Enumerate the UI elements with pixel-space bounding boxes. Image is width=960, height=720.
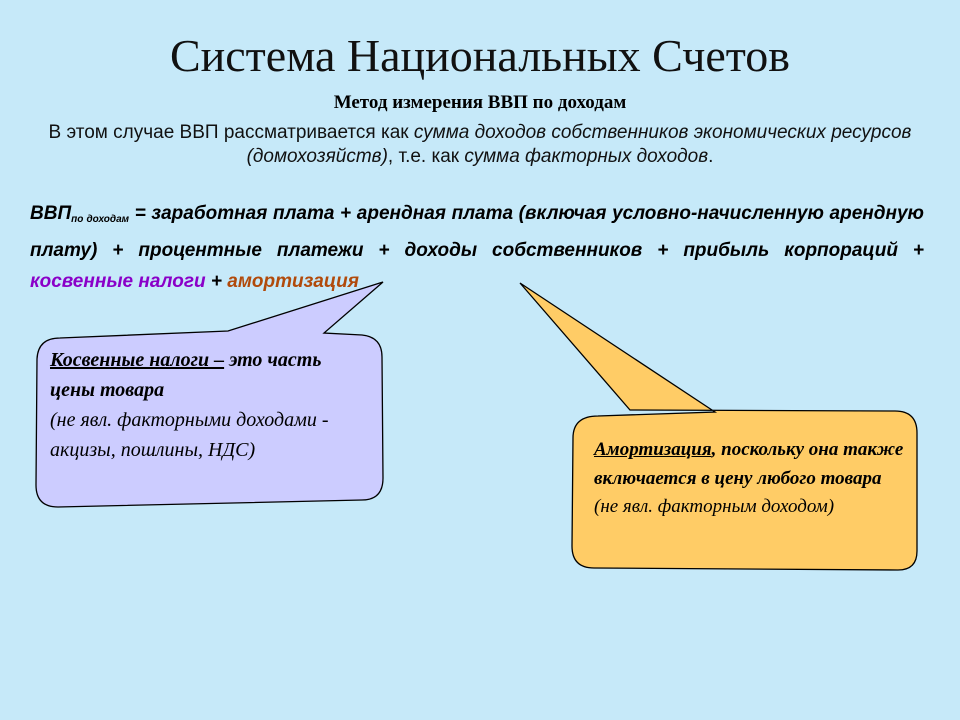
callout-right-note: (не явл. факторным доходом) <box>594 496 835 517</box>
formula-lhs-sub: по доходам <box>71 214 130 225</box>
gdp-formula <box>30 198 924 297</box>
callout-left-text <box>50 345 370 465</box>
page-title: Система Национальных Счетов <box>169 30 791 81</box>
formula-plus: + <box>205 271 228 292</box>
intro-text-3: . <box>708 146 714 167</box>
intro-italic-1: сумма доходов собственников экономических ресурсов (домохозяйств) <box>246 122 912 167</box>
callout-right-text <box>594 436 904 522</box>
intro-italic-2: сумма факторных доходов <box>464 146 709 167</box>
callout-left-note: (не явл. факторными доходами - акцизы, пошлины, НДС) <box>50 409 329 461</box>
callout-right-definition: , поскольку она также включается в цену любого товара <box>594 439 904 489</box>
callout-left-definition: это часть цены товара <box>50 349 322 401</box>
callout-right-bubble <box>520 283 917 570</box>
formula-body: = заработная плата + арендная плата (включая условно-начисленную арендную плату) + процентные платежи + доходы собственников + прибыль корпораций + <box>30 203 924 261</box>
formula-lhs: ВВП <box>30 203 72 224</box>
formula-indirect-taxes: косвенные налоги <box>30 271 206 292</box>
callout-left-term: Косвенные налоги – <box>50 349 225 371</box>
callout-right-term: Амортизация <box>594 439 712 460</box>
intro-text-2: , т.е. как <box>387 146 465 167</box>
formula-depreciation: амортизация <box>227 271 359 292</box>
subtitle: Метод измерения ВВП по доходам <box>333 92 627 113</box>
intro-paragraph <box>34 121 926 169</box>
intro-text-1: В этом случае ВВП рассматривается как <box>48 122 414 143</box>
